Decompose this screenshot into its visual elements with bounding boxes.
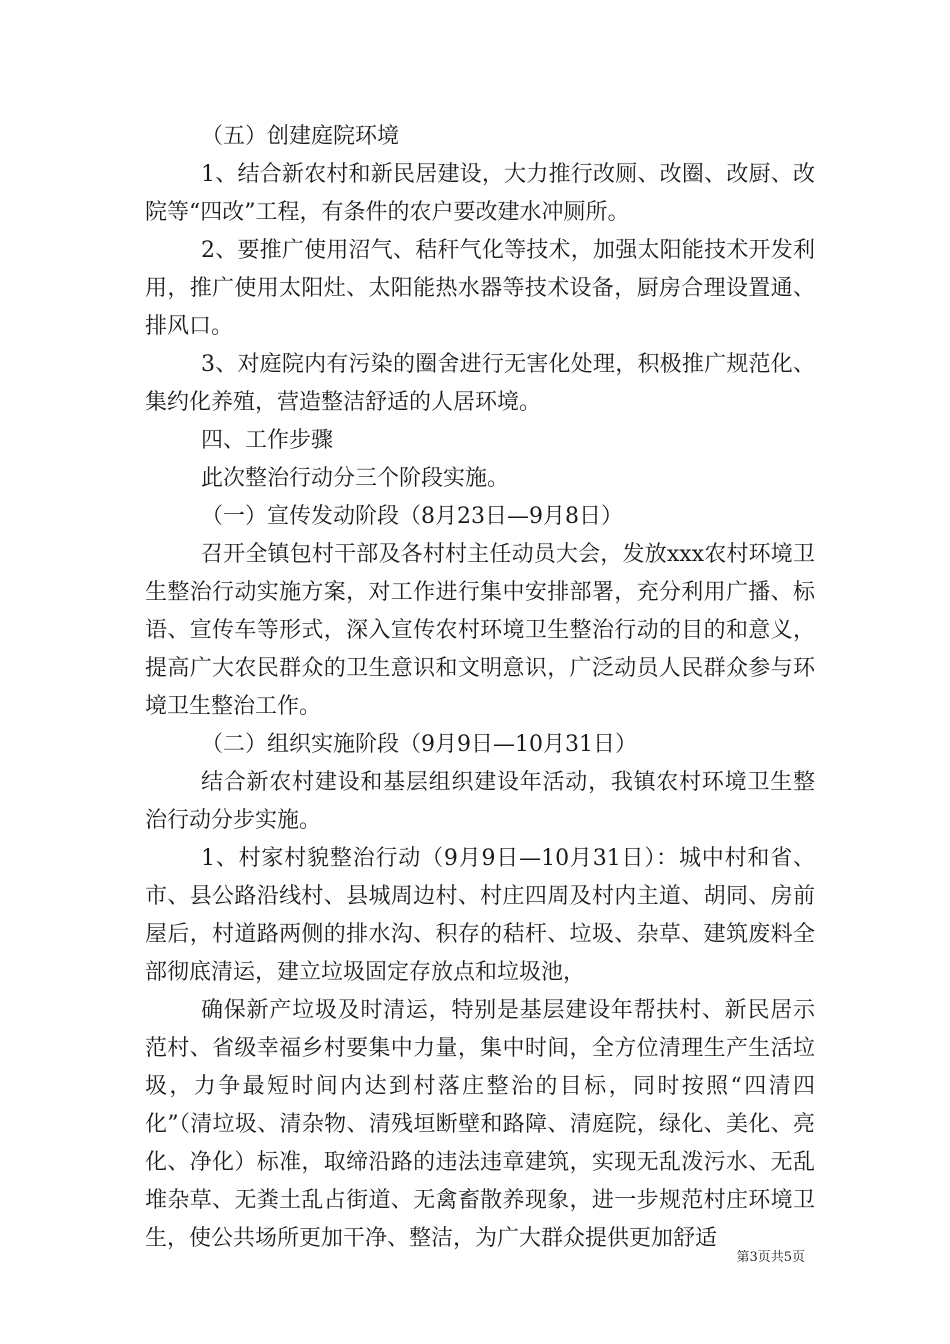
- paragraph: 此次整治行动分三个阶段实施。: [201, 466, 510, 491]
- section-heading: （五）创建庭院环境: [201, 124, 400, 149]
- paragraph: 2、要推广使用沼气、秸秆气化等技术，加强太阳能技术开发利用，推广使用太阳灶、太阳能热水器等技术设备，厨房合理设置通、排风口。: [145, 238, 815, 339]
- paragraph: 1、结合新农村和新民居建设，大力推行改厕、改圈、改厨、改院等“四改”工程，有条件的农户要改建水冲厕所。: [145, 162, 815, 225]
- paragraph: 结合新农村建设和基层组织建设年活动，我镇农村环境卫生整治行动分步实施。: [145, 770, 815, 833]
- section-heading: （二）组织实施阶段（9月9日—10月31日）: [201, 732, 637, 757]
- section-heading: （一）宣传发动阶段（8月23日—9月8日）: [201, 504, 623, 529]
- document-body: [145, 118, 815, 1258]
- paragraph: 3、对庭院内有污染的圈舍进行无害化处理，积极推广规范化、集约化养殖，营造整洁舒适的人居环境。: [145, 352, 815, 415]
- paragraph: 确保新产垃圾及时清运，特别是基层建设年帮扶村、新民居示范村、省级幸福乡村要集中力量，集中时间，全方位清理生产生活垃圾，力争最短时间内达到村落庄整治的目标，同时按照“四清四化”（清垃圾、清杂物、清残垣断壁和路障、清庭院，绿化、美化、亮化、净化）标准，取缔沿路的违法违章建筑，实现无乱泼污水、无乱堆杂草、无粪土乱占街道、无禽畜散养现象，进一步规范村庄环境卫生，使公共场所更加干净、整洁，为广大群众提供更加舒适: [145, 998, 815, 1251]
- paragraph: 1、村家村貌整治行动（9月9日—10月31日）：城中村和省、市、县公路沿线村、县城周边村、村庄四周及村内主道、胡同、房前屋后，村道路两侧的排水沟、积存的秸杆、垃圾、杂草、建筑废料全部彻底清运，建立垃圾固定存放点和垃圾池，: [145, 846, 815, 985]
- page-number: 第3页共5页: [736, 1250, 805, 1265]
- paragraph: 召开全镇包村干部及各村村主任动员大会，发放xxx农村环境卫生整治行动实施方案，对工作进行集中安排部署，充分利用广播、标语、宣传车等形式，深入宣传农村环境卫生整治行动的目的和意义，提高广大农民群众的卫生意识和文明意识，广泛动员人民群众参与环境卫生整治工作。: [145, 542, 815, 719]
- section-heading: 四、工作步骤: [201, 428, 334, 453]
